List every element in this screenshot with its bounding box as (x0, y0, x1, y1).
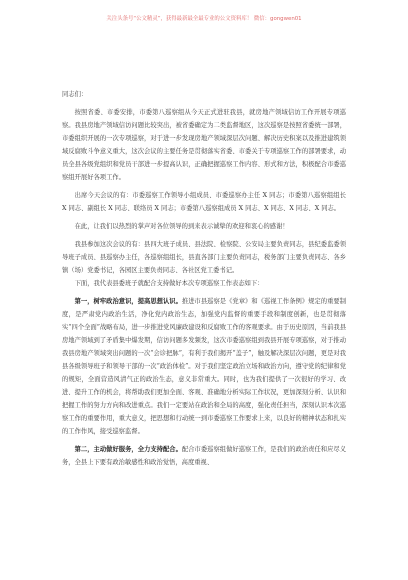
document-body (62, 88, 346, 469)
top-banner: 关注头条号“公文精灵”，获得最新最全最专业的公文资料库！ 微信：gongwen01 (106, 16, 302, 22)
section-two-heading: 第二，主动做好服务，全力支持配合。 (74, 446, 182, 453)
greeting: 同志们： (62, 91, 88, 98)
paragraph-welcome: 在此，让我们以热烈的掌声对各位领导的到来表示诚挚的欢迎和衷心的感谢！ (74, 223, 289, 230)
paragraph-intro: 按照省委、市委安排，市委第八巡察组从今天正式进驻我县，就房地产领域信访工作开展专项巡察。我县房地产领域信访问题比较突出，被省委确定为二类监督地区，这次巡察是按照省委统一部署，市委组织开展的一次专项巡察，对于进一步发现房地产领域深层次问题、解决历史积案以及推进建筑领域反腐败斗争意义重大，这次会议的主要任务是贯彻落实省委、市委关于专项巡察工作的部署要求，动员全县各级党组织和党员干部进一步提高认识，正确把握巡察工作内容、形式和方法，积极配合市委巡察组开展好各项工作。 (62, 109, 346, 181)
section-one (62, 295, 346, 438)
section-two-text: 配合市委巡察组做好巡察工作，是我们的政治责任和应尽义务，全县上下要有政治敏感性和政治觉悟，高度重视、 (62, 446, 347, 466)
section-two (62, 443, 346, 469)
paragraph-attendees-local: 我县参加这次会议的有：县四大班子成员、县法院、检察院、公安局主要负责同志，县纪委监委领导班子成员、县巡察办主任，各巡察组组长，县直各部门主要负责同志，税务部门主要负责同志、各乡镇（场）党委书记，各园区主要负责同志、各社区党工委书记。 (62, 241, 346, 274)
paragraph-attendees-leaders: 出席今天会议的有：市委巡察工作领导小组成员、市委巡察办主任 X 同志；市委第八巡察组组长 X 同志、副组长 X 同志、联络员 X 同志；市委第八巡察组成员 X 同志、X 同志、X 同志、X 同志。 (62, 192, 346, 212)
section-one-text: 推进市县巡察是《党章》和《巡视工作条例》规定的重要制度，是严肃党内政治生活，净化党内政治生态，加强党内监督的重要手段和制度创新，也是贯彻落实“四个全面”战略布局，进一步推进党风廉政建设和反腐败工作的客观要求。由于历史原因，当前我县房地产领域到了矛盾集中爆发期，信访问题多发频发，这次市委巡察组到我县开展专项巡察，对于推动我县房地产领域突出问题的一次“会诊把脉”，有利于我们揭开“盖子”，触及解决深层次问题，更是对我县各级领导班子和领导干部的一次“政治体检”。对于我们坚定政治立场和政治方向，遵守党的纪律和党的规矩，全面营造风清气正的政治生态，意义非常重大。同时，也为我们提供了一次很好的学习、改进、提升工作的机会，将帮助我们更加全面、客观、准确地分析实际工作状况，更加深刻分析、认识和把握工作的努力方向和改进重点。我们一定要站在政治和全局的高度，强化责任担当，深刻认识本次巡察工作的重要作用，重大意义，把思想和行动统一到市委巡察工作要求上来，以良好的精神状态和扎实的工作作风，接受巡察监督。 (62, 298, 347, 435)
paragraph-statement-lead: 下面，我代表县委班子就配合支持做好本次专项巡察工作表态如下： (74, 280, 264, 287)
section-one-heading: 第一，树牢政治意识，提高思想认识。 (74, 298, 182, 305)
